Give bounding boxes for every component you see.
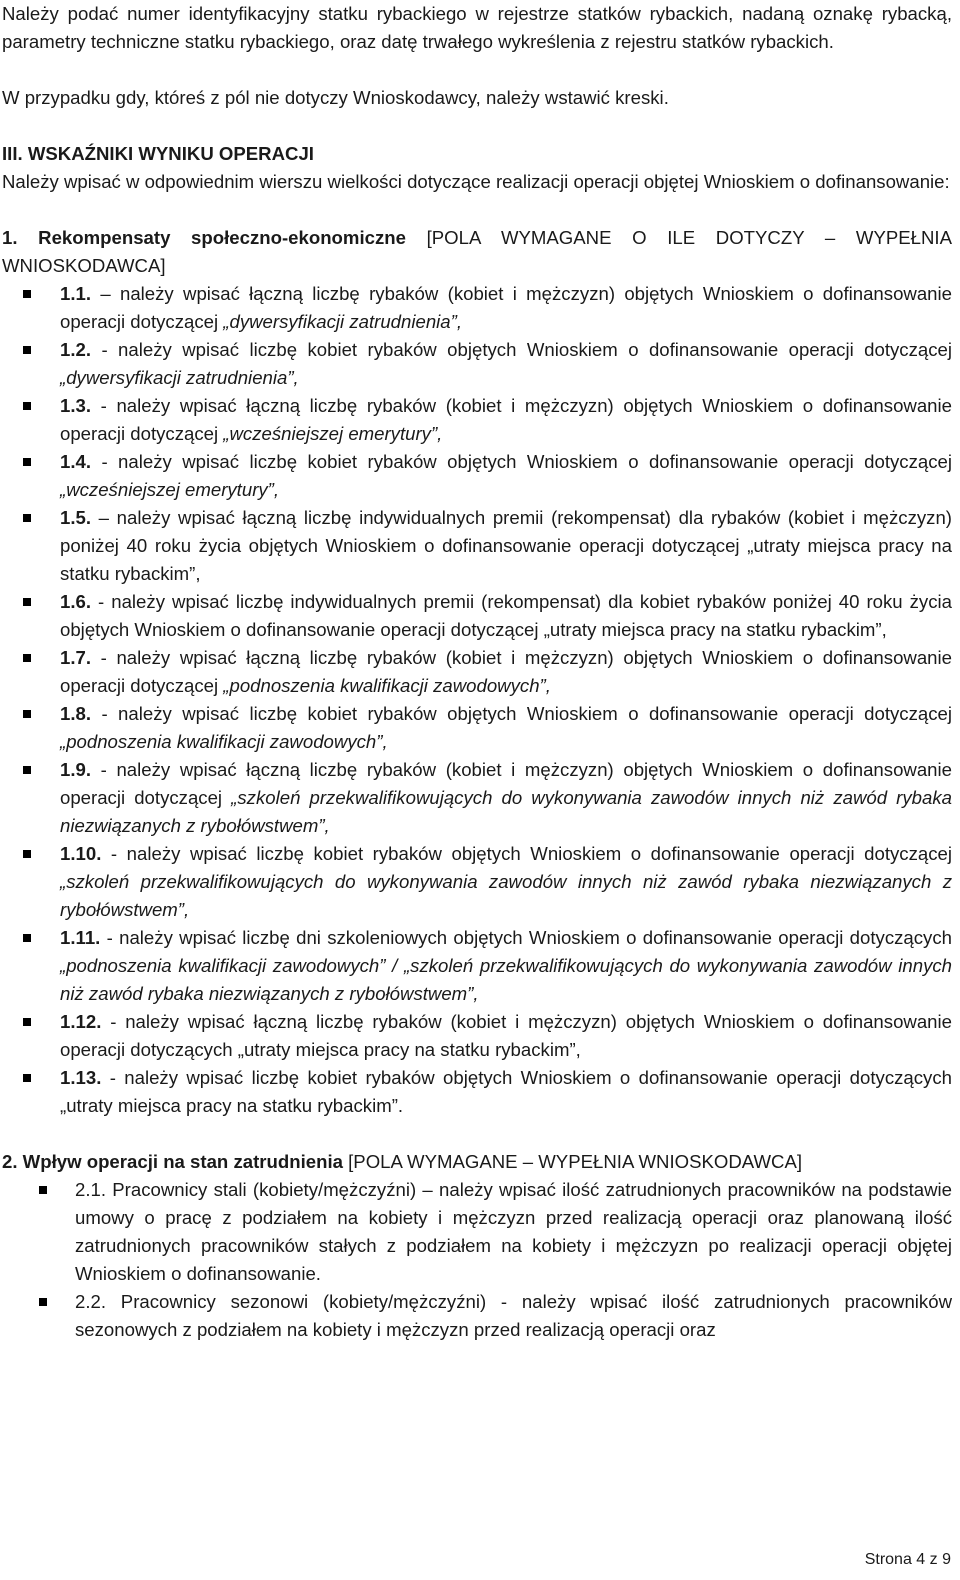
- bullet-icon: [23, 710, 31, 718]
- list-item: [2, 588, 952, 644]
- item-number: 2.2.: [75, 1291, 107, 1312]
- list-item: [2, 280, 952, 336]
- list-item: [2, 1008, 952, 1064]
- intro-paragraph-1: Należy podać numer identyfikacyjny statku rybackiego w rejestrze statków rybackich, nadaną oznakę rybacką, parametry techniczne statku rybackiego, oraz datę trwałego wykreślenia z rejestru statków rybackich.: [2, 3, 952, 52]
- bullet-icon: [23, 346, 31, 354]
- bullet-icon: [23, 654, 31, 662]
- list-item: [2, 1176, 952, 1288]
- item-text: Pracownicy stali (kobiety/mężczyźni) – należy wpisać ilość zatrudnionych pracowników na podstawie umowy o pracę z podziałem na kobiety i mężczyzn przed realizacją operacji oraz planowaną ilość zatrudnionych pracowników stałych z podziałem na kobiety i mężczyzn po realizacji operacji objętej Wnioskiem o dofinansowanie.: [75, 1179, 952, 1284]
- item-emphasis: „dywersyfikacji zatrudnienia”,: [60, 367, 299, 388]
- bullet-icon: [23, 1074, 31, 1082]
- subsection-2-suffix: [POLA WYMAGANE – WYPEŁNIA WNIOSKODAWCA]: [342, 1151, 803, 1172]
- bullet-icon: [23, 290, 31, 298]
- list-item: [2, 924, 952, 1008]
- footer-mid: z: [925, 1551, 943, 1568]
- item-text: - należy wpisać liczbę kobiet rybaków objętych Wnioskiem o dofinansowanie operacji dotyczącej: [101, 843, 952, 864]
- list-item: [2, 1064, 952, 1120]
- footer-prefix: Strona: [864, 1551, 917, 1568]
- item-text: - należy wpisać łączną liczbę rybaków (kobiet i mężczyzn) objętych Wnioskiem o dofinansowanie operacji dotyczących „utraty miejsca pracy na statku rybackim”,: [60, 1011, 952, 1060]
- item-number: 1.13.: [60, 1067, 102, 1088]
- item-text: - należy wpisać łączną liczbę rybaków (kobiet i mężczyzn) objętych Wnioskiem o dofinansowanie operacji dotyczącej: [60, 395, 952, 444]
- page-footer: [865, 1548, 951, 1572]
- footer-page-number: 4: [916, 1551, 926, 1568]
- item-text: - należy wpisać liczbę kobiet rybaków objętych Wnioskiem o dofinansowanie operacji dotyczącej: [91, 451, 952, 472]
- list-item: [2, 1288, 952, 1344]
- bullet-icon: [39, 1186, 47, 1194]
- item-text: – należy wpisać łączną liczbę rybaków (kobiet i mężczyzn) objętych Wnioskiem o dofinansowanie operacji dotyczącej: [60, 283, 952, 332]
- list-item: [2, 756, 952, 840]
- subsection-2-title: 2. Wpływ operacji na stan zatrudnienia: [2, 1151, 343, 1172]
- item-number: 1.1.: [60, 283, 92, 304]
- item-number: 1.9.: [60, 759, 92, 780]
- item-text: - należy wpisać łączną liczbę rybaków (kobiet i mężczyzn) objętych Wnioskiem o dofinansowanie operacji dotyczącej: [60, 647, 952, 696]
- intro-paragraph-2: W przypadku gdy, któreś z pól nie dotyczy Wnioskodawcy, należy wstawić kreski.: [2, 87, 669, 108]
- item-number: 1.4.: [60, 451, 92, 472]
- subsection-1-heading: [2, 224, 952, 280]
- indicator-list-2: [2, 1176, 952, 1344]
- section-3-title: III. WSKAŹNIKI WYNIKU OPERACJI: [2, 143, 314, 164]
- list-item: [2, 504, 952, 588]
- item-text: – należy wpisać łączną liczbę indywidualnych premii (rekompensat) dla rybaków (kobiet i mężczyzn) poniżej 40 roku życia objętych Wnioskiem o dofinansowanie operacji dotyczącej „utraty miejsca pracy na statku rybackim”,: [60, 507, 952, 584]
- subsection-1-suffix: [POLA WYMAGANE O ILE DOTYCZY – WYPEŁNIA WNIOSKODAWCA]: [2, 227, 952, 276]
- bullet-icon: [23, 934, 31, 942]
- item-emphasis: „podnoszenia kwalifikacji zawodowych”,: [60, 731, 388, 752]
- bullet-icon: [23, 850, 31, 858]
- list-item: [2, 700, 952, 756]
- item-emphasis: „dywersyfikacji zatrudnienia”,: [223, 311, 463, 332]
- item-text: - należy wpisać liczbę indywidualnych premii (rekompensat) dla kobiet rybaków poniżej 40 roku życia objętych Wnioskiem o dofinansowanie operacji dotyczącej „utraty miejsca pracy na statku rybackim”,: [60, 591, 952, 640]
- item-text: - należy wpisać liczbę kobiet rybaków objętych Wnioskiem o dofinansowanie operacji dotyczącej: [91, 703, 952, 724]
- item-emphasis: „wcześniejszej emerytury”,: [223, 423, 443, 444]
- item-text: - należy wpisać liczbę kobiet rybaków objętych Wnioskiem o dofinansowanie operacji dotyczących „utraty miejsca pracy na statku rybackim”.: [60, 1067, 952, 1116]
- item-number: 1.7.: [60, 647, 92, 668]
- item-text: - należy wpisać łączną liczbę rybaków (kobiet i mężczyzn) objętych Wnioskiem o dofinansowanie operacji dotyczącej: [60, 759, 952, 808]
- item-number: 1.2.: [60, 339, 92, 360]
- indicator-list-1: [2, 280, 952, 1120]
- list-item: [2, 448, 952, 504]
- subsection-2-heading: [2, 1148, 952, 1176]
- list-item: [2, 644, 952, 700]
- bullet-icon: [23, 458, 31, 466]
- item-number: 1.12.: [60, 1011, 102, 1032]
- item-emphasis: „wcześniejszej emerytury”,: [60, 479, 280, 500]
- item-number: 1.5.: [60, 507, 92, 528]
- item-number: 1.8.: [60, 703, 92, 724]
- bullet-icon: [23, 1018, 31, 1026]
- item-number: 1.6.: [60, 591, 92, 612]
- item-emphasis: „podnoszenia kwalifikacji zawodowych” / „szkoleń przekwalifikowujących do wykonywania zawodów innych niż zawód rybaka niezwiązanych z rybołówstwem”,: [60, 955, 952, 1004]
- item-emphasis: „podnoszenia kwalifikacji zawodowych”,: [223, 675, 551, 696]
- item-text: - należy wpisać liczbę dni szkoleniowych objętych Wnioskiem o dofinansowanie operacji dotyczących: [100, 927, 952, 948]
- bullet-icon: [23, 598, 31, 606]
- item-number: 1.10.: [60, 843, 102, 864]
- section-3-text: Należy wpisać w odpowiednim wierszu wielkości dotyczące realizacji operacji objętej Wnioskiem o dofinansowanie:: [2, 171, 950, 192]
- bullet-icon: [39, 1298, 47, 1306]
- bullet-icon: [23, 514, 31, 522]
- item-emphasis: „szkoleń przekwalifikowujących do wykonywania zawodów innych niż zawód rybaka niezwiązanych z rybołówstwem”,: [60, 871, 952, 920]
- bullet-icon: [23, 766, 31, 774]
- footer-page-total: 9: [942, 1551, 951, 1568]
- item-emphasis: „szkoleń przekwalifikowujących do wykonywania zawodów innych niż zawód rybaka niezwiązanych z rybołówstwem”,: [60, 787, 952, 836]
- item-number: 2.1.: [75, 1179, 107, 1200]
- item-number: 1.3.: [60, 395, 92, 416]
- bullet-icon: [23, 402, 31, 410]
- item-text: Pracownicy sezonowi (kobiety/mężczyźni) - należy wpisać ilość zatrudnionych pracowników sezonowych z podziałem na kobiety i mężczyzn przed realizacją operacji oraz: [75, 1291, 952, 1340]
- list-item: [2, 336, 952, 392]
- item-number: 1.11.: [60, 927, 101, 948]
- subsection-1-title: 1. Rekompensaty społeczno-ekonomiczne: [2, 227, 406, 248]
- list-item: [2, 392, 952, 448]
- item-text: - należy wpisać liczbę kobiet rybaków objętych Wnioskiem o dofinansowanie operacji dotyczącej: [91, 339, 952, 360]
- list-item: [2, 840, 952, 924]
